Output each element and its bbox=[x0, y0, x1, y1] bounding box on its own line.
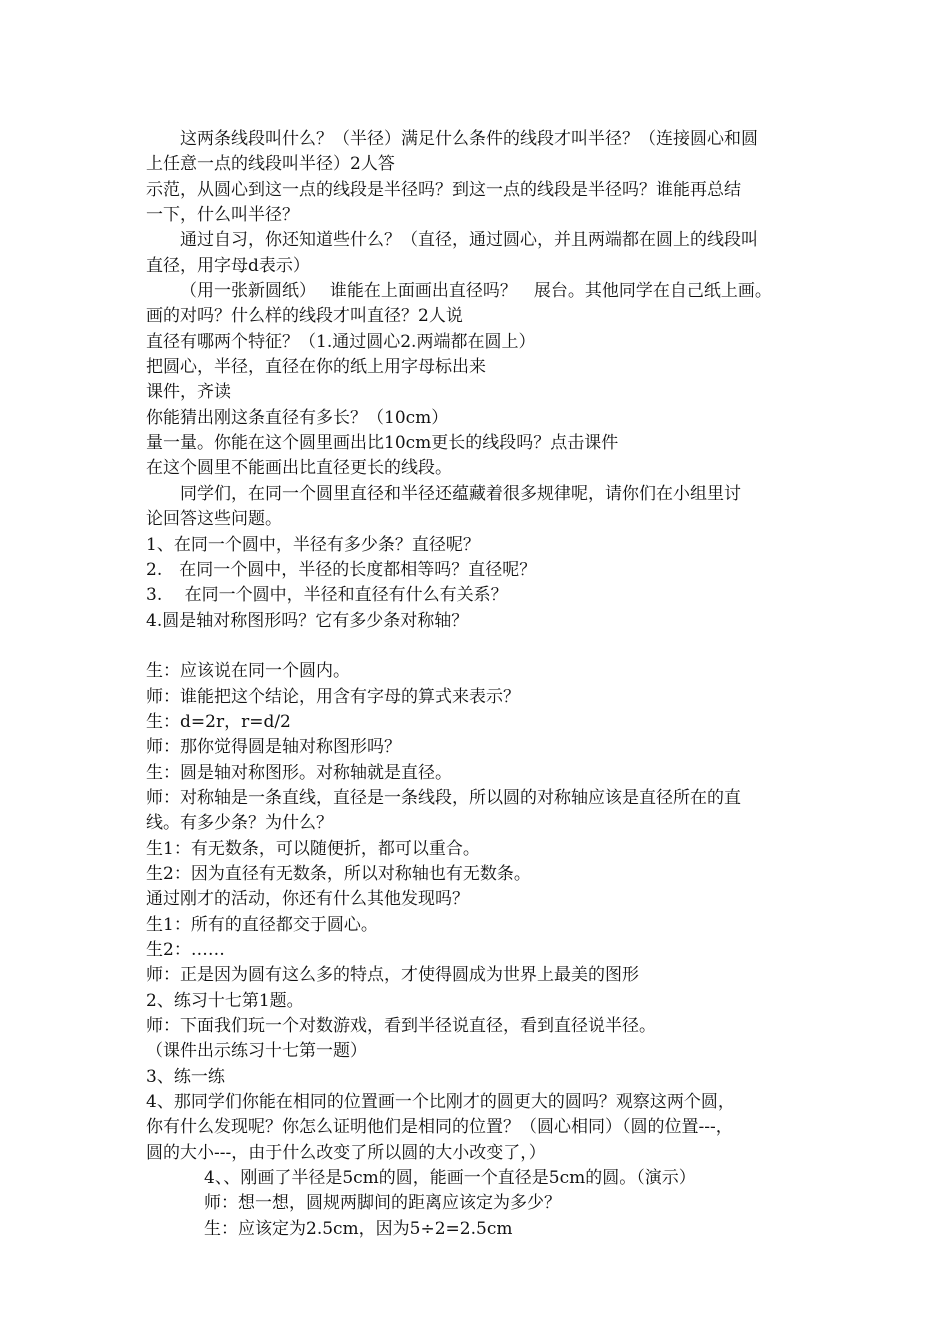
text-line: 圆的大小---，由于什么改变了所以圆的大小改变了，） bbox=[146, 1142, 546, 1163]
text-line: 生1：有无数条，可以随便折，都可以重合。 bbox=[146, 838, 480, 859]
text-line: 生1：所有的直径都交于圆心。 bbox=[146, 914, 378, 935]
text-line: 量一量。你能在这个圆里画出比10cm更长的线段吗？点击课件 bbox=[146, 433, 619, 454]
text-line: 师：谁能把这个结论，用含有字母的算式来表示？ bbox=[146, 686, 520, 707]
text-line: 把圆心，半径，直径在你的纸上用字母标出来 bbox=[146, 357, 486, 378]
text-line: 画的对吗？什么样的线段才叫直径？2人说 bbox=[146, 306, 463, 327]
text-line: 生：圆是轴对称图形。对称轴就是直径。 bbox=[146, 762, 452, 783]
text-line: 你有什么发现呢？你怎么证明他们是相同的位置？（圆心相同）（圆的位置---， bbox=[146, 1117, 733, 1138]
text-line: 师：对称轴是一条直线，直径是一条线段，所以圆的对称轴应该是直径所在的直 bbox=[146, 787, 741, 808]
text-line: 师：想一想，圆规两脚间的距离应该定为多少？ bbox=[204, 1193, 561, 1214]
text-line: 线。有多少条？为什么？ bbox=[146, 813, 333, 834]
text-line: 通过自习，你还知道些什么？（直径，通过圆心，并且两端都在圆上的线段叫 bbox=[180, 230, 758, 251]
text-line: （用一张新圆纸） 谁能在上面画出直径吗？ 展台。其他同学在自己纸上画。 bbox=[180, 281, 772, 302]
text-line: 4.圆是轴对称图形吗？它有多少条对称轴？ bbox=[146, 610, 469, 631]
text-line: 论回答这些问题。 bbox=[146, 509, 282, 530]
text-line: 上任意一点的线段叫半径）2人答 bbox=[146, 154, 395, 175]
text-line: 2. 在同一个圆中，半径的长度都相等吗？直径呢？ bbox=[146, 559, 537, 580]
text-line: 你能猜出刚这条直径有多长？（10cm） bbox=[146, 407, 449, 428]
text-line: 同学们，在同一个圆里直径和半径还蕴藏着很多规律呢，请你们在小组里讨 bbox=[180, 483, 741, 504]
text-line: 师：那你觉得圆是轴对称图形吗？ bbox=[146, 737, 401, 758]
text-line: 示范，从圆心到这一点的线段是半径吗？到这一点的线段是半径吗？谁能再总结 bbox=[146, 179, 741, 200]
text-line: 一下，什么叫半径？ bbox=[146, 205, 299, 226]
text-line: 2、练习十七第1题。 bbox=[146, 990, 304, 1011]
text-line: 4、、刚画了半径是5cm的圆，能画一个直径是5cm的圆。（演示） bbox=[204, 1168, 696, 1189]
text-line: 师：正是因为圆有这么多的特点，才使得圆成为世界上最美的图形 bbox=[146, 965, 639, 986]
text-line: 生：d=2r，r=d/2 bbox=[146, 711, 291, 732]
text-line: 直径有哪两个特征？（1.通过圆心2.两端都在圆上） bbox=[146, 331, 536, 352]
blank-line bbox=[146, 634, 826, 659]
text-line: 直径，用字母d表示） bbox=[146, 255, 310, 276]
text-line: 师：下面我们玩一个对数游戏，看到半径说直径，看到直径说半径。 bbox=[146, 1016, 656, 1037]
text-line: 生2：因为直径有无数条，所以对称轴也有无数条。 bbox=[146, 863, 531, 884]
text-line: 生：应该说在同一个圆内。 bbox=[146, 661, 350, 682]
text-line: 4、那同学们你能在相同的位置画一个比刚才的圆更大的圆吗？观察这两个圆， bbox=[146, 1092, 735, 1113]
text-line: 生：应该定为2.5cm，因为5÷2=2.5cm bbox=[204, 1218, 513, 1239]
document-body bbox=[146, 127, 826, 1242]
text-line: 在这个圆里不能画出比直径更长的线段。 bbox=[146, 458, 452, 479]
text-line: 通过刚才的活动，你还有什么其他发现吗？ bbox=[146, 889, 469, 910]
text-line: 1、在同一个圆中，半径有多少条？直径呢？ bbox=[146, 534, 480, 555]
text-line: 这两条线段叫什么？（半径）满足什么条件的线段才叫半径？（连接圆心和圆 bbox=[180, 129, 758, 149]
text-line: 生2：…… bbox=[146, 940, 225, 960]
text-line: （课件出示练习十七第一题） bbox=[146, 1041, 367, 1062]
text-line: 3、练一练 bbox=[146, 1066, 225, 1087]
text-line: 3. 在同一个圆中，半径和直径有什么有关系？ bbox=[146, 585, 508, 606]
text-line: 课件，齐读 bbox=[146, 382, 231, 403]
